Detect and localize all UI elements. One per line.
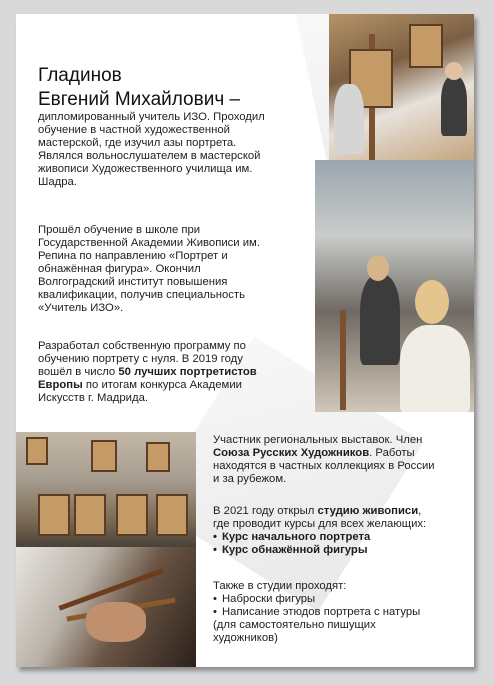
highlight-text: 50 лучших портретистов	[118, 366, 257, 378]
wall-painting	[26, 437, 48, 465]
bullet-icon: •	[213, 593, 217, 605]
text-line: находятся в частных коллекциях в России	[213, 460, 435, 472]
text-line: квалификации, получив специальность	[38, 289, 245, 301]
text-line: Являлся вольнослушателем в мастерской	[38, 150, 261, 162]
text-line: Искусств г. Мадрида.	[38, 392, 149, 404]
studio-paragraph	[213, 505, 463, 557]
page-title	[38, 64, 240, 112]
text-line: дипломированный учитель ИЗО. Проходил	[38, 111, 265, 123]
bio-paragraph-1	[38, 111, 308, 189]
canvas-shape	[409, 24, 443, 68]
text-line: ,	[418, 505, 422, 517]
model-figure	[441, 76, 467, 136]
easel-shape	[340, 310, 346, 410]
bullet-icon: •	[213, 544, 217, 556]
document-page	[16, 14, 474, 667]
hands-brushes-photo	[16, 547, 196, 667]
teacher-head	[415, 280, 449, 324]
text-line: вошёл в число	[38, 366, 119, 378]
text-line: обучению портрету с нуля. В 2019 году	[38, 353, 243, 365]
course-name: Курс обнажённой фигуры	[222, 544, 368, 556]
course-name: Курс начального портрета	[222, 531, 371, 543]
title-line: Гладинов	[38, 65, 122, 86]
text-line: обучение в частной художественной	[38, 124, 230, 136]
title-line: Евгений Михайлович –	[38, 89, 241, 110]
portrait-canvas	[38, 494, 70, 536]
bullet-icon: •	[213, 606, 217, 618]
text-line: «Учитель ИЗО».	[38, 302, 124, 314]
bio-paragraph-2	[38, 224, 298, 315]
text-line: Шадра.	[38, 176, 77, 188]
list-item	[213, 544, 463, 557]
course-list	[213, 531, 463, 557]
text-line: Государственной Академии Живописи им.	[38, 237, 260, 249]
text-line: Участник региональных выставок. Член	[213, 434, 423, 446]
model-head	[445, 62, 463, 80]
list-item	[213, 593, 463, 606]
text-line: живописи Художественного училища им.	[38, 163, 253, 175]
artist-figure	[334, 84, 364, 154]
activity-list	[213, 593, 463, 619]
portrait-canvas	[116, 494, 148, 536]
text-line: . Работы	[369, 447, 415, 459]
teacher-figure	[400, 325, 470, 412]
exhibitions-paragraph	[213, 434, 463, 486]
text-line: (для самостоятельно пишущих	[213, 619, 376, 631]
hand-shape	[86, 602, 146, 642]
activity-name: Написание этюдов портрета с натуры	[222, 606, 421, 618]
highlight-text: студию живописи	[317, 505, 419, 517]
activity-name: Наброски фигуры	[222, 593, 316, 605]
text-line: и за рубежом.	[213, 473, 287, 485]
list-item	[213, 531, 463, 544]
text-line: художников)	[213, 632, 278, 644]
student-head	[367, 255, 389, 281]
text-line: мастерской, где изучил азы портрета.	[38, 137, 237, 149]
highlight-text: Европы	[38, 379, 83, 391]
studio-photo-easels	[329, 14, 474, 164]
text-line: обнажённая фигура». Окончил	[38, 263, 201, 275]
text-line: Репина по направлению «Портрет и	[38, 250, 228, 262]
text-line: Прошёл обучение в школе при	[38, 224, 201, 236]
text-line: где проводит курсы для всех желающих:	[213, 518, 427, 530]
bullet-icon: •	[213, 531, 217, 543]
text-line: Волгоградский институт повышения	[38, 276, 228, 288]
group-photo-portraits	[16, 432, 196, 547]
text-line: по итогам конкурса Академии	[82, 379, 242, 391]
wall-painting	[91, 440, 117, 472]
extra-activities-paragraph	[213, 580, 463, 645]
student-figure	[360, 275, 400, 365]
text-line: Также в студии проходят:	[213, 580, 347, 592]
students-painting-photo	[315, 160, 474, 412]
text-line: В 2021 году открыл	[213, 505, 318, 517]
highlight-text: Союза Русских Художников	[213, 447, 370, 459]
text-line: Разработал собственную программу по	[38, 340, 246, 352]
wall-painting	[146, 442, 170, 472]
portrait-canvas	[74, 494, 106, 536]
list-item	[213, 606, 463, 619]
bio-paragraph-3	[38, 340, 300, 405]
portrait-canvas	[156, 494, 188, 536]
